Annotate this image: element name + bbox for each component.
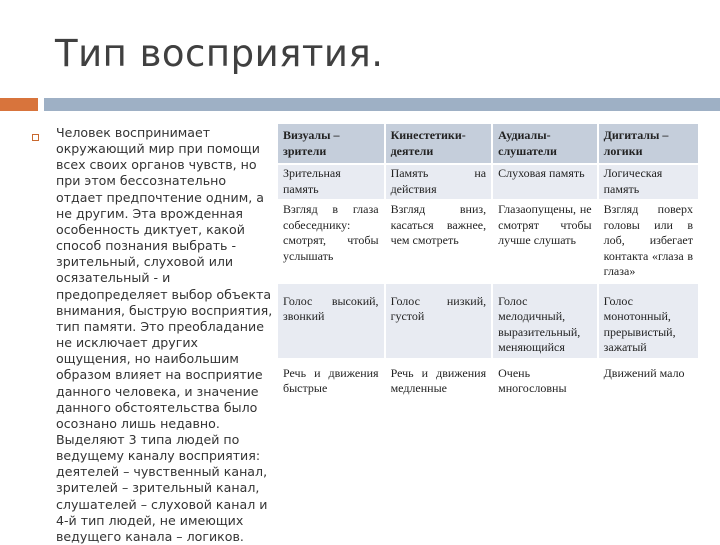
table-cell: Память на действия (386, 165, 492, 199)
table-cell: Глазаопущены, не смотрят чтобы лучше слушать (493, 201, 597, 282)
table-row (278, 201, 698, 282)
accent-bar (0, 98, 38, 111)
table-row (278, 165, 698, 199)
header-audials: Аудиалы-слушатели (493, 124, 597, 163)
table-cell: Взгляд вниз, касаться важнее, чем смотреть (386, 201, 492, 282)
table-cell: Слуховая память (493, 165, 597, 199)
table-cell: Речь и движения медленные (386, 360, 492, 418)
divider-bar (44, 98, 720, 111)
table-cell: Зрительная память (278, 165, 384, 199)
table-cell: Голос монотонный, прерывистый, зажатый (599, 284, 698, 358)
slide-title: Тип восприятия. (55, 32, 384, 75)
table-row (278, 284, 698, 358)
table-cell: Логическая память (599, 165, 698, 199)
table-row (278, 360, 698, 418)
table-cell: Голос низкий, густой (386, 284, 492, 358)
header-digitals: Дигиталы – логики (599, 124, 698, 163)
header-visuals: Визуалы – зрители (278, 124, 384, 163)
table-cell: Голос мелодичный, выразительный, меняющийся (493, 284, 597, 358)
table-cell: Движений мало (599, 360, 698, 418)
table-cell: Взгляд в глаза собеседнику: смотрят, чтобы услышать (278, 201, 384, 282)
table-cell: Взгляд поверх головы или в лоб, избегает контакта «глаза в глаза» (599, 201, 698, 282)
table-cell: Очень многословны (493, 360, 597, 418)
header-kinesthetics: Кинестетики-деятели (386, 124, 492, 163)
perception-table (276, 122, 700, 420)
body-paragraph: Человек воспринимает окружающий мир при помощи всех своих органов чувств, но при этом бессознательно отдает предпочтение одним, а не другим. Эта врожденная особенность диктует, какой способ познания выбрать - зрительный, слуховой или осязательный - и предопределяет выбор объекта внимания, быструю восприятия, тип памяти. Это преобладание не исключает других ощущения, но наибольшим образом влияет на восприятие данного человека, и значение данного обстоятельства было осознано лишь недавно. Выделяют 3 типа людей по ведущему каналу восприятия: деятелей – чувственный канал, зрителей – зрительный канал, слушателей – слуховой канал и 4-й тип людей, не имеющих ведущего канала – логиков. (56, 125, 273, 544)
table-cell: Голос высокий, звонкий (278, 284, 384, 358)
bullet-icon (32, 134, 39, 141)
table-cell: Речь и движения быстрые (278, 360, 384, 418)
table-header-row (278, 124, 698, 163)
